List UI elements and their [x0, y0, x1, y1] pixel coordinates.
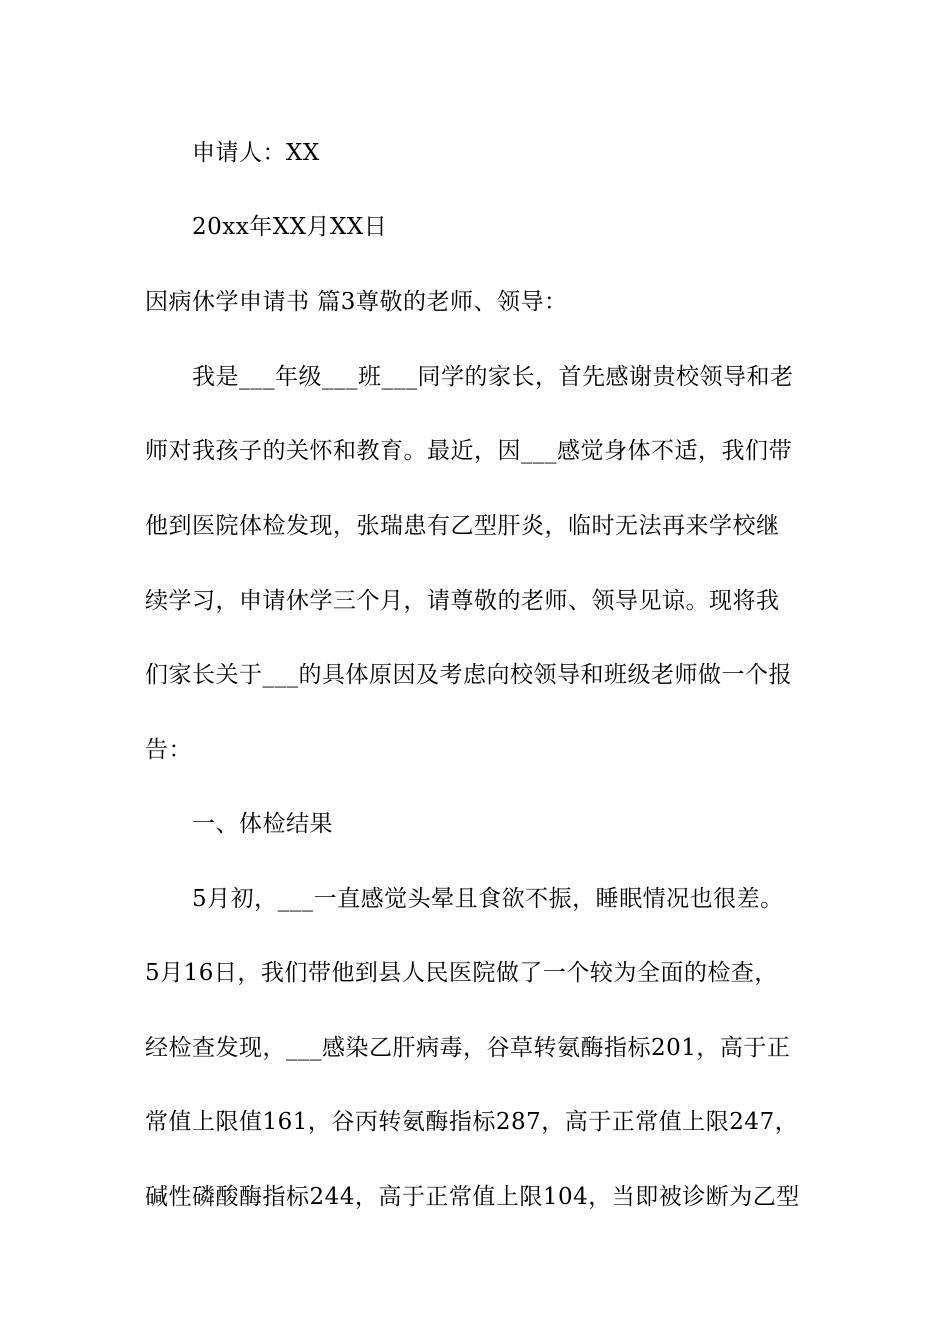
- applicant-line: 申请人：XX: [192, 140, 320, 166]
- paragraph-line: 师对我孩子的关怀和教育。最近，因___感觉身体不适，我们带: [145, 438, 792, 464]
- section-heading: 因病休学申请书 篇3尊敬的老师、领导：: [145, 289, 568, 315]
- paragraph-line: 告：: [145, 737, 192, 763]
- paragraph-line: 他到医院体检发现，张瑞患有乙型肝炎，临时无法再来学校继: [145, 513, 780, 539]
- paragraph-line: 我是___年级___班___同学的家长，首先感谢贵校领导和老: [192, 364, 794, 390]
- paragraph-line: 5月16日，我们带他到县人民医院做了一个较为全面的检查，: [145, 960, 778, 986]
- paragraph-line: 常值上限值161，谷丙转氨酶指标287，高于正常值上限247，: [145, 1109, 799, 1135]
- date-line: 20xx年XX月XX日: [192, 214, 388, 240]
- subheading: 一、体检结果: [192, 811, 333, 837]
- paragraph-line: 5月初，___一直感觉头晕且食欲不振，睡眠情况也很差。: [192, 886, 784, 912]
- paragraph-line: 续学习，申请休学三个月，请尊敬的老师、领导见谅。现将我: [145, 588, 780, 614]
- paragraph-line: 经检查发现，___感染乙肝病毒，谷草转氨酶指标201，高于正: [145, 1035, 791, 1061]
- paragraph-line: 们家长关于___的具体原因及考虑向校领导和班级老师做一个报: [145, 662, 792, 688]
- paragraph-line: 碱性磷酸酶指标244，高于正常值上限104，当即被诊断为乙型: [145, 1184, 800, 1210]
